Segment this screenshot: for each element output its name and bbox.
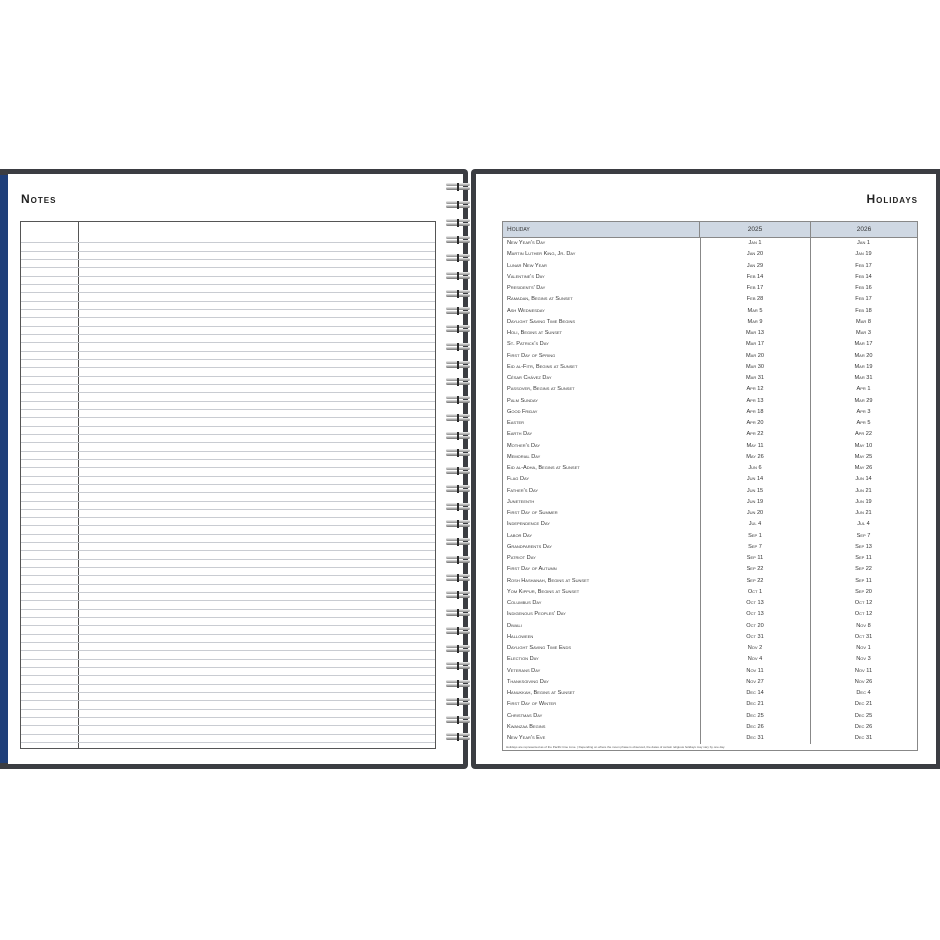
holiday-date-2025: May 11 xyxy=(746,442,764,449)
holiday-date-2026: Sep 13 xyxy=(855,543,872,550)
spiral-ring xyxy=(445,609,471,617)
column-divider xyxy=(810,238,811,744)
holiday-date-2026: Feb 17 xyxy=(855,296,872,303)
holiday-date-2025: Nov 11 xyxy=(746,667,764,674)
holiday-name: Father's Day xyxy=(507,487,539,494)
holidays-table-body xyxy=(503,238,917,744)
ruled-line xyxy=(21,293,435,301)
table-row xyxy=(503,474,917,485)
holiday-date-2025: Jul 4 xyxy=(748,521,762,528)
holiday-name: Columbus Day xyxy=(507,600,542,606)
holiday-date-2025: Mar 13 xyxy=(746,330,764,336)
holiday-date-2025: Mar 30 xyxy=(746,363,764,370)
holiday-date-2025: Oct 31 xyxy=(746,633,764,640)
table-row xyxy=(503,519,917,530)
holiday-date-2026: Jun 19 xyxy=(855,498,872,505)
holiday-date-2025: Feb 28 xyxy=(746,296,764,303)
ruled-line xyxy=(21,468,435,476)
holiday-date-2026: Jun 21 xyxy=(855,510,872,516)
holiday-name: Earth Day xyxy=(507,431,533,438)
holiday-name: First Day of Winter xyxy=(507,701,557,708)
ruled-line xyxy=(21,427,435,435)
holiday-name: Patriot Day xyxy=(507,555,536,561)
table-row xyxy=(503,722,917,733)
spiral-ring xyxy=(445,733,471,741)
table-row xyxy=(503,317,917,328)
holiday-name: Eid al-Fitr, Begins at Sunset xyxy=(507,363,578,370)
holiday-name: Hanukkah, Begins at Sunset xyxy=(507,690,575,696)
holiday-date-2025: Mar 31 xyxy=(746,375,764,381)
ruled-line xyxy=(21,593,435,601)
holiday-name: Rosh Hashanah, Begins at Sunset xyxy=(507,577,590,584)
holiday-date-2026: Mar 19 xyxy=(854,363,873,370)
holiday-name: Grandparents Day xyxy=(507,543,552,550)
table-row xyxy=(503,418,917,429)
ruled-line xyxy=(21,493,435,501)
holiday-name: Yom Kippur, Begins at Sunset xyxy=(507,588,580,595)
holiday-date-2025: Sep 11 xyxy=(746,555,764,561)
ruled-line xyxy=(21,576,435,584)
holiday-name: Diwali xyxy=(507,622,522,629)
holiday-date-2025: Sep 7 xyxy=(748,543,762,550)
ruled-line xyxy=(21,651,435,659)
holiday-date-2025: Jan 29 xyxy=(746,262,764,269)
ruled-line xyxy=(21,560,435,568)
holiday-date-2025: Apr 13 xyxy=(746,397,764,404)
holidays-table-header xyxy=(503,222,917,238)
holiday-date-2026: Sep 11 xyxy=(855,577,872,584)
holiday-date-2026: Nov 1 xyxy=(856,645,871,651)
spiral-ring xyxy=(445,485,471,493)
holiday-name: Daylight Saving Time Ends xyxy=(507,645,572,651)
holiday-name: Presidents' Day xyxy=(507,285,546,291)
holidays-table xyxy=(502,221,918,751)
spiral-ring xyxy=(445,254,471,262)
holiday-date-2026: Mar 17 xyxy=(854,341,873,348)
ruled-line xyxy=(21,510,435,518)
holiday-name: Martin Luther King, Jr. Day xyxy=(507,251,576,258)
ruled-line xyxy=(21,535,435,543)
holiday-date-2026: Jan 1 xyxy=(856,240,871,246)
holiday-name: Flag Day xyxy=(507,476,530,483)
table-row xyxy=(503,407,917,418)
ruled-line xyxy=(21,743,435,749)
holiday-name: Veterans Day xyxy=(507,667,541,674)
spiral-ring xyxy=(445,556,471,564)
ruled-line xyxy=(21,626,435,634)
holiday-date-2025: Feb 17 xyxy=(746,285,764,291)
ruled-line xyxy=(21,635,435,643)
table-row xyxy=(503,711,917,722)
holiday-name: Election Day xyxy=(507,656,539,663)
holiday-date-2026: Dec 26 xyxy=(854,723,873,730)
notes-page xyxy=(8,174,463,764)
ruled-line xyxy=(21,343,435,351)
holiday-name: Halloween xyxy=(507,633,534,640)
ruled-line xyxy=(21,485,435,493)
holiday-date-2025: Jun 20 xyxy=(746,510,764,516)
ruled-line xyxy=(21,685,435,693)
holiday-date-2026: Dec 25 xyxy=(854,712,873,719)
spiral-ring xyxy=(445,520,471,528)
table-row xyxy=(503,283,917,294)
spiral-ring xyxy=(445,574,471,582)
ruled-line xyxy=(21,643,435,651)
holiday-date-2026: Sep 11 xyxy=(855,555,872,561)
table-row xyxy=(503,373,917,384)
table-row xyxy=(503,328,917,339)
table-row xyxy=(503,688,917,699)
ruled-line xyxy=(21,551,435,559)
spiral-ring xyxy=(445,307,471,315)
ruled-line xyxy=(21,318,435,326)
ruled-line xyxy=(21,252,435,260)
holiday-date-2025: Feb 14 xyxy=(746,273,764,280)
holiday-date-2025: Jan 20 xyxy=(746,251,764,258)
table-row xyxy=(503,632,917,643)
spiral-ring xyxy=(445,698,471,706)
holiday-date-2026: May 25 xyxy=(854,453,873,460)
spiral-ring xyxy=(445,467,471,475)
table-row xyxy=(503,733,917,744)
holiday-date-2026: Nov 11 xyxy=(854,667,873,674)
holiday-name: Ash Wednesday xyxy=(507,307,545,314)
holiday-date-2026: May 10 xyxy=(854,442,873,449)
ruled-line xyxy=(21,718,435,726)
holiday-date-2026: Mar 31 xyxy=(854,375,873,381)
spiral-ring xyxy=(445,680,471,688)
holiday-date-2025: Mar 9 xyxy=(747,318,763,325)
table-row xyxy=(503,598,917,609)
table-row xyxy=(503,384,917,395)
table-row xyxy=(503,531,917,542)
notes-lines xyxy=(21,235,435,748)
holiday-date-2026: Dec 21 xyxy=(854,701,873,708)
holiday-date-2026: Nov 3 xyxy=(856,656,871,663)
spiral-ring xyxy=(445,591,471,599)
table-row xyxy=(503,429,917,440)
holiday-name: Independence Day xyxy=(507,521,550,528)
ruled-line xyxy=(21,368,435,376)
holiday-date-2025: Apr 18 xyxy=(746,408,764,415)
holiday-date-2026: Feb 14 xyxy=(855,273,872,280)
ruled-line xyxy=(21,385,435,393)
table-row xyxy=(503,441,917,452)
holiday-date-2025: Jun 6 xyxy=(748,465,762,471)
ruled-line xyxy=(21,735,435,743)
table-row xyxy=(503,666,917,677)
holiday-date-2026: Mar 3 xyxy=(856,330,871,336)
table-row xyxy=(503,677,917,688)
holiday-date-2025: Dec 21 xyxy=(746,701,764,708)
table-row xyxy=(503,621,917,632)
ruled-line xyxy=(21,660,435,668)
holiday-date-2025: Nov 2 xyxy=(747,645,763,651)
table-row xyxy=(503,261,917,272)
ruled-line xyxy=(21,568,435,576)
holiday-date-2026: May 26 xyxy=(854,465,873,471)
table-row xyxy=(503,508,917,519)
table-row xyxy=(503,699,917,710)
table-row xyxy=(503,553,917,564)
holiday-name: First Day of Autumn xyxy=(507,566,557,573)
holiday-date-2026: Oct 12 xyxy=(854,611,873,618)
holiday-date-2026: Apr 22 xyxy=(854,431,873,438)
holiday-date-2025: Sep 22 xyxy=(746,577,764,584)
ruled-line xyxy=(21,310,435,318)
holiday-name: Good Friday xyxy=(507,408,538,415)
ruled-line xyxy=(21,352,435,360)
ruled-line xyxy=(21,377,435,385)
ruled-line xyxy=(21,693,435,701)
spiral-ring xyxy=(445,503,471,511)
ruled-line xyxy=(21,443,435,451)
holidays-title: Holidays xyxy=(866,192,918,206)
holiday-date-2026: Jun 14 xyxy=(855,476,872,483)
table-row xyxy=(503,272,917,283)
holiday-date-2026: Feb 18 xyxy=(855,307,872,314)
ruled-line xyxy=(21,618,435,626)
holiday-date-2025: Oct 13 xyxy=(746,611,764,618)
column-header-2026: 2026 xyxy=(856,226,872,233)
ruled-line xyxy=(21,393,435,401)
holiday-name: St. Patrick's Day xyxy=(507,341,549,348)
holiday-date-2026: Oct 12 xyxy=(854,600,873,606)
table-row xyxy=(503,452,917,463)
holiday-date-2026: Sep 22 xyxy=(855,566,872,573)
holiday-date-2026: Apr 3 xyxy=(856,408,871,415)
holiday-date-2026: Apr 1 xyxy=(856,386,871,393)
holiday-date-2025: May 26 xyxy=(746,453,764,460)
ruled-line xyxy=(21,477,435,485)
table-row xyxy=(503,294,917,305)
ruled-line xyxy=(21,543,435,551)
holiday-date-2026: Mar 29 xyxy=(854,397,873,404)
spiral-ring xyxy=(445,414,471,422)
spiral-ring xyxy=(445,272,471,280)
holiday-name: Labor Day xyxy=(507,532,533,539)
holiday-name: First Day of Spring xyxy=(507,352,556,359)
holiday-date-2025: Apr 20 xyxy=(746,420,764,426)
table-row xyxy=(503,396,917,407)
table-row xyxy=(503,339,917,350)
ruled-line xyxy=(21,335,435,343)
ruled-line xyxy=(21,710,435,718)
notes-ruled-area[interactable] xyxy=(20,221,436,749)
ruled-line xyxy=(21,585,435,593)
spiral-ring xyxy=(445,343,471,351)
table-row xyxy=(503,542,917,553)
holiday-date-2026: Jan 19 xyxy=(855,251,872,258)
holiday-name: Eid al-Adha, Begins at Sunset xyxy=(507,465,580,471)
ruled-line xyxy=(21,610,435,618)
holiday-date-2025: Jun 19 xyxy=(746,498,764,505)
holiday-name: Easter xyxy=(507,420,525,426)
holiday-name: Christmas Day xyxy=(507,712,543,719)
holiday-date-2026: Dec 4 xyxy=(856,690,871,696)
table-row xyxy=(503,643,917,654)
holiday-date-2025: Oct 1 xyxy=(747,588,763,595)
column-header-2025: 2025 xyxy=(700,222,811,237)
holiday-date-2026: Oct 31 xyxy=(854,633,873,640)
holiday-name: Kwanzaa Begins xyxy=(507,723,546,730)
table-row xyxy=(503,351,917,362)
holiday-name: Valentine's Day xyxy=(507,273,545,280)
ruled-line xyxy=(21,435,435,443)
holiday-date-2026: Sep 7 xyxy=(856,532,871,539)
holiday-date-2025: Sep 1 xyxy=(748,532,762,539)
spiral-ring xyxy=(445,183,471,191)
column-header-holiday: Holiday xyxy=(503,222,700,237)
holiday-name: Lunar New Year xyxy=(507,262,547,269)
holiday-date-2026: Mar 8 xyxy=(856,318,871,325)
ruled-line xyxy=(21,277,435,285)
holiday-date-2025: Dec 26 xyxy=(746,723,764,730)
ruled-line xyxy=(21,668,435,676)
ruled-line xyxy=(21,235,435,243)
spiral-ring xyxy=(445,201,471,209)
holiday-date-2025: Mar 5 xyxy=(747,307,763,314)
notes-title: Notes xyxy=(21,192,57,206)
table-row xyxy=(503,654,917,665)
holiday-date-2026: Dec 31 xyxy=(854,735,873,741)
holiday-name: New Year's Eve xyxy=(507,735,546,741)
holiday-date-2025: Oct 13 xyxy=(746,600,764,606)
spiral-ring xyxy=(445,396,471,404)
spiral-ring xyxy=(445,645,471,653)
table-row xyxy=(503,609,917,620)
ruled-line xyxy=(21,402,435,410)
ruled-line xyxy=(21,526,435,534)
holiday-date-2026: Jul 4 xyxy=(857,521,870,528)
spiral-ring xyxy=(445,378,471,386)
holiday-name: Daylight Saving Time Begins xyxy=(507,318,576,325)
holiday-date-2025: Mar 17 xyxy=(746,341,764,348)
holiday-name: Juneteenth xyxy=(507,498,535,505)
spiral-ring xyxy=(445,325,471,333)
holiday-date-2025: Jan 1 xyxy=(748,240,762,246)
table-row xyxy=(503,564,917,575)
ruled-line xyxy=(21,518,435,526)
holiday-date-2026: Sep 20 xyxy=(855,588,872,595)
ruled-line xyxy=(21,601,435,609)
holiday-date-2025: Jun 15 xyxy=(746,487,764,494)
spiral-ring xyxy=(445,219,471,227)
table-row xyxy=(503,587,917,598)
holidays-footnote: Holidays are represented as of the Pacific time zone. | Depending on where the moon phase is observed, the dates of certain religious holidays may vary by one day. xyxy=(506,745,726,750)
table-row xyxy=(503,576,917,587)
holiday-date-2025: Apr 12 xyxy=(746,386,764,393)
ruled-line xyxy=(21,268,435,276)
holiday-date-2025: Mar 20 xyxy=(746,352,764,359)
ruled-line xyxy=(21,418,435,426)
holiday-date-2026: Feb 16 xyxy=(855,285,872,291)
holiday-date-2025: Nov 4 xyxy=(747,656,763,663)
ruled-line xyxy=(21,502,435,510)
holiday-name: New Year's Day xyxy=(507,240,546,246)
holiday-name: Indigenous Peoples' Day xyxy=(507,611,566,618)
cover-blue-edge xyxy=(0,175,8,763)
spiral-ring xyxy=(445,432,471,440)
table-row xyxy=(503,238,917,249)
ruled-line xyxy=(21,726,435,734)
table-row xyxy=(503,306,917,317)
ruled-line xyxy=(21,410,435,418)
table-row xyxy=(503,362,917,373)
column-divider xyxy=(700,238,701,744)
holiday-name: Passover, Begins at Sunset xyxy=(507,386,575,393)
holiday-date-2025: Jun 14 xyxy=(746,476,764,483)
ruled-line xyxy=(21,302,435,310)
holiday-date-2026: Nov 8 xyxy=(856,622,871,629)
holiday-date-2025: Sep 22 xyxy=(746,566,764,573)
holiday-name: Memorial Day xyxy=(507,453,541,460)
table-row xyxy=(503,463,917,474)
holiday-name: Thanksgiving Day xyxy=(507,678,549,685)
holiday-date-2026: Feb 17 xyxy=(855,262,872,269)
spiral-ring xyxy=(445,662,471,670)
holiday-date-2026: Nov 26 xyxy=(854,678,873,685)
ruled-line xyxy=(21,701,435,709)
holiday-date-2025: Dec 14 xyxy=(746,690,764,696)
holiday-name: Mother's Day xyxy=(507,442,541,449)
holiday-name: Palm Sunday xyxy=(507,397,538,404)
ruled-line xyxy=(21,676,435,684)
table-row xyxy=(503,486,917,497)
spiral-ring xyxy=(445,538,471,546)
spiral-ring xyxy=(445,627,471,635)
holiday-date-2026: Jun 21 xyxy=(855,487,872,494)
holiday-name: César Chávez Day xyxy=(507,375,552,381)
table-row xyxy=(503,249,917,260)
holiday-name: First Day of Summer xyxy=(507,510,558,516)
ruled-line xyxy=(21,460,435,468)
ruled-line xyxy=(21,452,435,460)
ruled-line xyxy=(21,360,435,368)
spiral-binding xyxy=(445,183,471,763)
ruled-line xyxy=(21,260,435,268)
spiral-ring xyxy=(445,290,471,298)
holiday-date-2025: Dec 25 xyxy=(746,712,764,719)
ruled-line xyxy=(21,285,435,293)
holiday-date-2026: Apr 5 xyxy=(856,420,871,426)
holiday-name: Holi, Begins at Sunset xyxy=(507,330,562,336)
spiral-ring xyxy=(445,236,471,244)
holidays-page xyxy=(476,174,936,764)
ruled-line xyxy=(21,243,435,251)
spiral-ring xyxy=(445,716,471,724)
table-row xyxy=(503,497,917,508)
holiday-name: Ramadan, Begins at Sunset xyxy=(507,296,573,303)
spiral-ring xyxy=(445,361,471,369)
ruled-line xyxy=(21,327,435,335)
holiday-date-2025: Apr 22 xyxy=(746,431,764,438)
holiday-date-2025: Dec 31 xyxy=(746,735,764,741)
spiral-ring xyxy=(445,449,471,457)
holiday-date-2025: Nov 27 xyxy=(746,678,764,685)
holiday-date-2026: Mar 20 xyxy=(854,352,873,359)
holiday-date-2025: Oct 20 xyxy=(746,622,764,629)
